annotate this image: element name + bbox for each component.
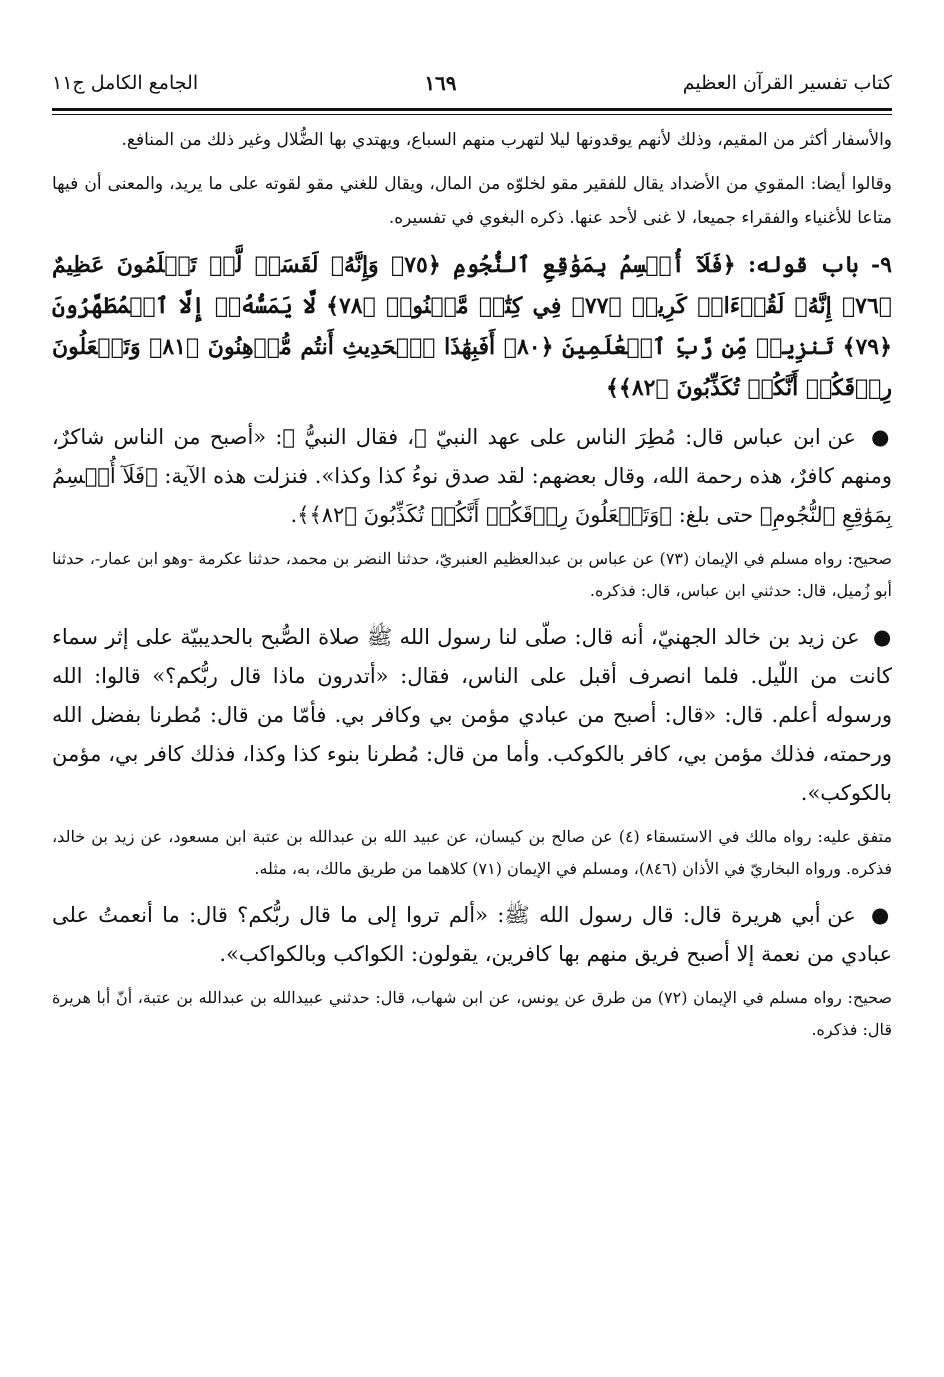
header-rule-thin [52,114,892,115]
hadith-abu-hurayra [52,895,892,974]
takhrij-abu-hurayra: صحيح: رواه مسلم في الإيمان (٧٢) من طرق عن يونس، عن ابن شهاب، قال: حدثني عبيدالله بن عبدالله بن عتبة، أنّ أبا هريرة قال: فذكره. [52,988,892,1039]
takhrij-ibn-abbas: صحيح: رواه مسلم في الإيمان (٧٣) عن عباس بن عبدالعظيم العنبريّ، حدثنا النضر بن محمد، حدثنا عكرمة -وهو ابن عمار-، حدثنا أبو زُميل، قال: حدثني ابن عباس، قال: فذكره. [52,549,892,600]
takhrij-zayd-bin-khalid: متفق عليه: رواه مالك في الاستسقاء (٤) عن صالح بن كيسان، عن عبيد الله بن عبدالله بن عتبة ابن مسعود، عن زيد بن خالد، فذكره. ورواه البخاريّ في الأذان (٨٤٦)، ومسلم في الإيمان (٧١) كلاهما من طريق مالك، به، مثله. [52,827,893,878]
bullet-icon: ● [873,624,892,649]
bullet-icon: ● [871,424,892,449]
quran-verse: ﴿فَلَآ أُقۡسِمُ بِمَوَٰقِعِ ٱلنُّجُومِ ﴿٧٥﴾ وَإِنَّهُۥ لَقَسَمٞ لَّوۡ تَعۡلَمُونَ عَظِيمٌ ﴿٧٦﴾ إِنَّهُۥ لَقُرۡءَانٞ كَرِيمٞ ﴿٧٧﴾ فِي كِتَٰبٖ مَّكۡنُونٖ ﴿٧٨﴾ لَّا يَمَسُّهُۥٓ إِلَّا ٱلۡمُطَهَّرُونَ ﴿٧٩﴾ تَنزِيلٞ مِّن رَّبِّ ٱلۡعَٰلَمِينَ ﴿٨٠﴾ أَفَبِهَٰذَا ٱلۡحَدِيثِ أَنتُم مُّدۡهِنُونَ ﴿٨١﴾ وَتَجۡعَلُونَ رِزۡقَكُمۡ أَنَّكُمۡ تُكَذِّبُونَ ﴿٨٢﴾﴾ [52,252,892,401]
paragraph-muqwi: وقالوا أيضا: المقوي من الأضداد يقال للفقير مقو لخلوّه من المال، ويقال للغني مقو لقوته على ما يريد، والمعنى أن فيها متاعا للأغنياء والفقراء جميعا، لا غنى لأحد عنها. ذكره البغوي في تفسيره. [52,174,892,228]
hadith-text: عن ابن عباس قال: مُطِرَ الناس على عهد النبيّ ﷺ، فقال النبيُّ ﷺ: «أصبح من الناس شاكرٌ، ومنهم كافرٌ، هذه رحمة الله، وقال بعضهم: لقد صدق نوءُ كذا وكذا». فنزلت هذه الآية: ﴿فَلَآ أُقۡسِمُ بِمَوَٰقِعِ ٱلنُّجُومِ﴾ حتى بلغ: ﴿وَتَجۡعَلُونَ رِزۡقَكُمۡ أَنَّكُمۡ تُكَذِّبُونَ ﴿٨٢﴾﴾. [52,425,892,527]
paragraph-continued: والأسفار أكثر من المقيم، وذلك لأنهم يوقدونها ليلا لتهرب منهم السباع، ويهتدي بها الضُّلال وغير ذلك من المنافع. [121,130,892,150]
book-page [52,62,892,1056]
page-header [52,62,892,104]
chapter-verse-block [52,245,892,409]
hadith-text: عن زيد بن خالد الجهنيّ، أنه قال: صلّى لنا رسول الله ﷺ صلاة الصُّبح بالحديبيّة على إثر سماء كانت من اللّيل. فلما انصرف أقبل على الناس، فقال: «أتدرون ماذا قال ربُّكم؟» قالوا: الله ورسوله أعلم. قال: «قال: أصبح من عبادي مؤمن بي وكافر بي. فأمّا من قال: مُطرنا بفضل الله ورحمته، فذلك مؤمن بي، كافر بالكوكب. وأما من قال: مُطرنا بنوء كذا وكذا، فذلك كافر بي، مؤمن بالكوكب». [52,625,892,805]
hadith-text: عن أبي هريرة قال: قال رسول الله ﷺ: «ألم تروا إلى ما قال ربُّكم؟ قال: ما أنعمتُ على عبادي من نعمة إلا أصبح فريق منهم بها كافرين، يقولون: الكواكب وبالكواكب». [52,903,892,966]
hadith-ibn-abbas [52,417,892,535]
chapter-heading: ٩- باب قوله: [747,252,892,278]
header-rule-thick [52,108,892,111]
header-book-title: كتاب تفسير القرآن العظيم [682,72,892,94]
header-volume-title: الجامع الكامل ج١١ [52,72,199,94]
hadith-zayd-bin-khalid [52,617,892,813]
bullet-icon: ● [871,902,892,927]
page-number: ١٦٩ [424,71,457,95]
